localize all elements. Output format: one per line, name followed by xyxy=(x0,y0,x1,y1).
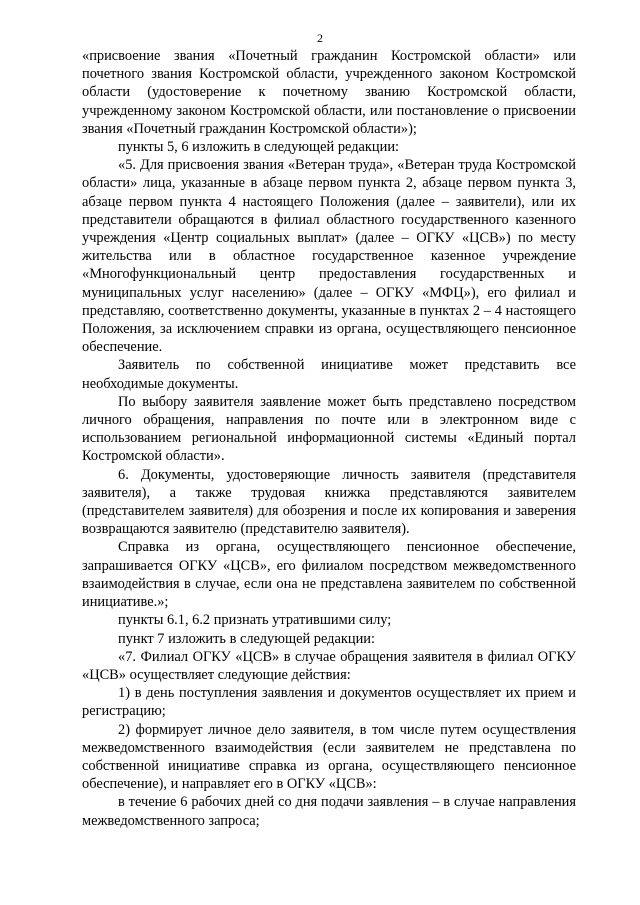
paragraph: 6. Документы, удостоверяющие личность заявителя (представителя заявителя), а также трудовая книжка представляются заявителем (представителем заявителя) для обозрения и после их копирования и заверения возвращаются заявителю (представителю заявителя). xyxy=(82,466,576,538)
page-number: 2 xyxy=(317,31,323,45)
paragraph: 1) в день поступления заявления и документов осуществляет их прием и регистрацию; xyxy=(82,685,576,720)
paragraph: «7. Филиал ОГКУ «ЦСВ» в случае обращения заявителя в филиал ОГКУ «ЦСВ» осуществляет следующие действия: xyxy=(82,648,576,683)
paragraph: пункты 5, 6 изложить в следующей редакции: xyxy=(118,139,400,156)
paragraph: Справка из органа, осуществляющего пенсионное обеспечение, запрашивается ОГКУ «ЦСВ», его филиалом посредством межведомственного взаимодействия в случае, если она не представлена заявителем по собственной инициативе.»; xyxy=(82,539,576,611)
paragraph: Заявитель по собственной инициативе может представить все необходимые документы. xyxy=(82,357,576,392)
document-body xyxy=(82,47,576,830)
paragraph: в течение 6 рабочих дней со дня подачи заявления – в случае направления межведомственного запроса; xyxy=(82,794,576,829)
paragraph: «5. Для присвоения звания «Ветеран труда», «Ветеран труда Костромской области» лица, указанные в абзаце первом пункта 2, абзаце первом пункта 3, абзаце первом пункта 4 настоящего Положения (далее – заявители), или их представители обращаются в филиал областного государственного казенного учреждения «Центр социальных выплат» (далее – ОГКУ «ЦСВ») по месту жительства или в областное государственное казенное учреждение «Многофункциональный центр предоставления государственных и муниципальных услуг населению» (далее – ОГКУ «МФЦ»), его филиал и представляю, соответственно документы, указанные в пунктах 2 – 4 настоящего Положения, за исключением справки из органа, осуществляющего пенсионное обеспечение. xyxy=(82,157,576,356)
paragraph: 2) формирует личное дело заявителя, в том числе путем осуществления межведомственного взаимодействия (если заявителем не представлена по собственной инициативе справка из органа, осуществляющего пенсионное обеспечение), и направляет его в ОГКУ «ЦСВ»: xyxy=(82,721,576,793)
paragraph: По выбору заявителя заявление может быть представлено посредством личного обращения, направления по почте или в электронном виде с использованием региональной информационной системы «Единый портал Костромской области». xyxy=(82,393,576,465)
paragraph: пункт 7 изложить в следующей редакции: xyxy=(118,630,375,647)
paragraph: пункты 6.1, 6.2 признать утратившими силу; xyxy=(118,612,392,629)
paragraph: «присвоение звания «Почетный гражданин Костромской области» или почетного звания Костромской области, учрежденного законом Костромской области (удостоверение к почетному званию Костромской области, учрежденному законом Костромской области, или постановление о присвоении звания «Почетный гражданин Костромской области»); xyxy=(82,48,576,137)
